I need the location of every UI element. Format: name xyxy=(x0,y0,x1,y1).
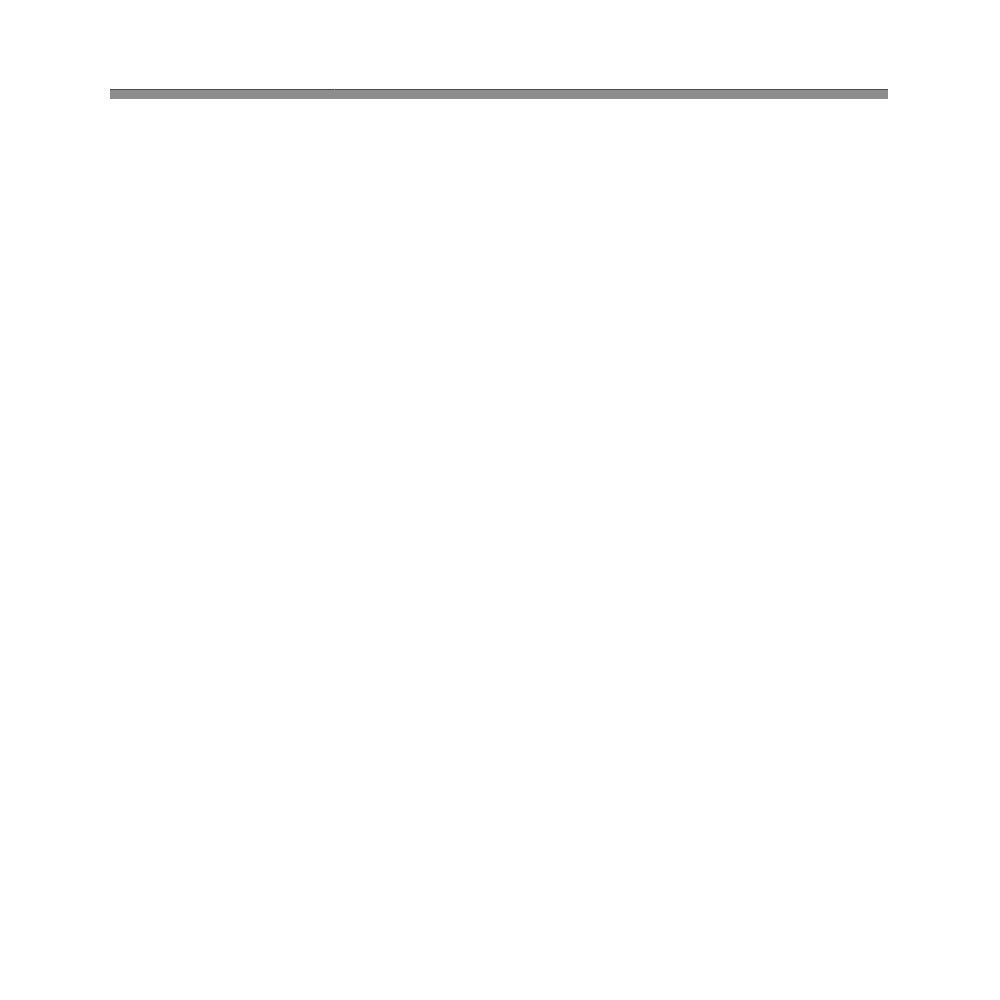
specification-table-body xyxy=(110,90,888,99)
spec-row-label xyxy=(110,98,335,99)
specification-table xyxy=(110,89,888,99)
usage-notes-section xyxy=(112,828,942,838)
spec-row-value xyxy=(335,98,889,99)
spec-row xyxy=(110,98,888,99)
